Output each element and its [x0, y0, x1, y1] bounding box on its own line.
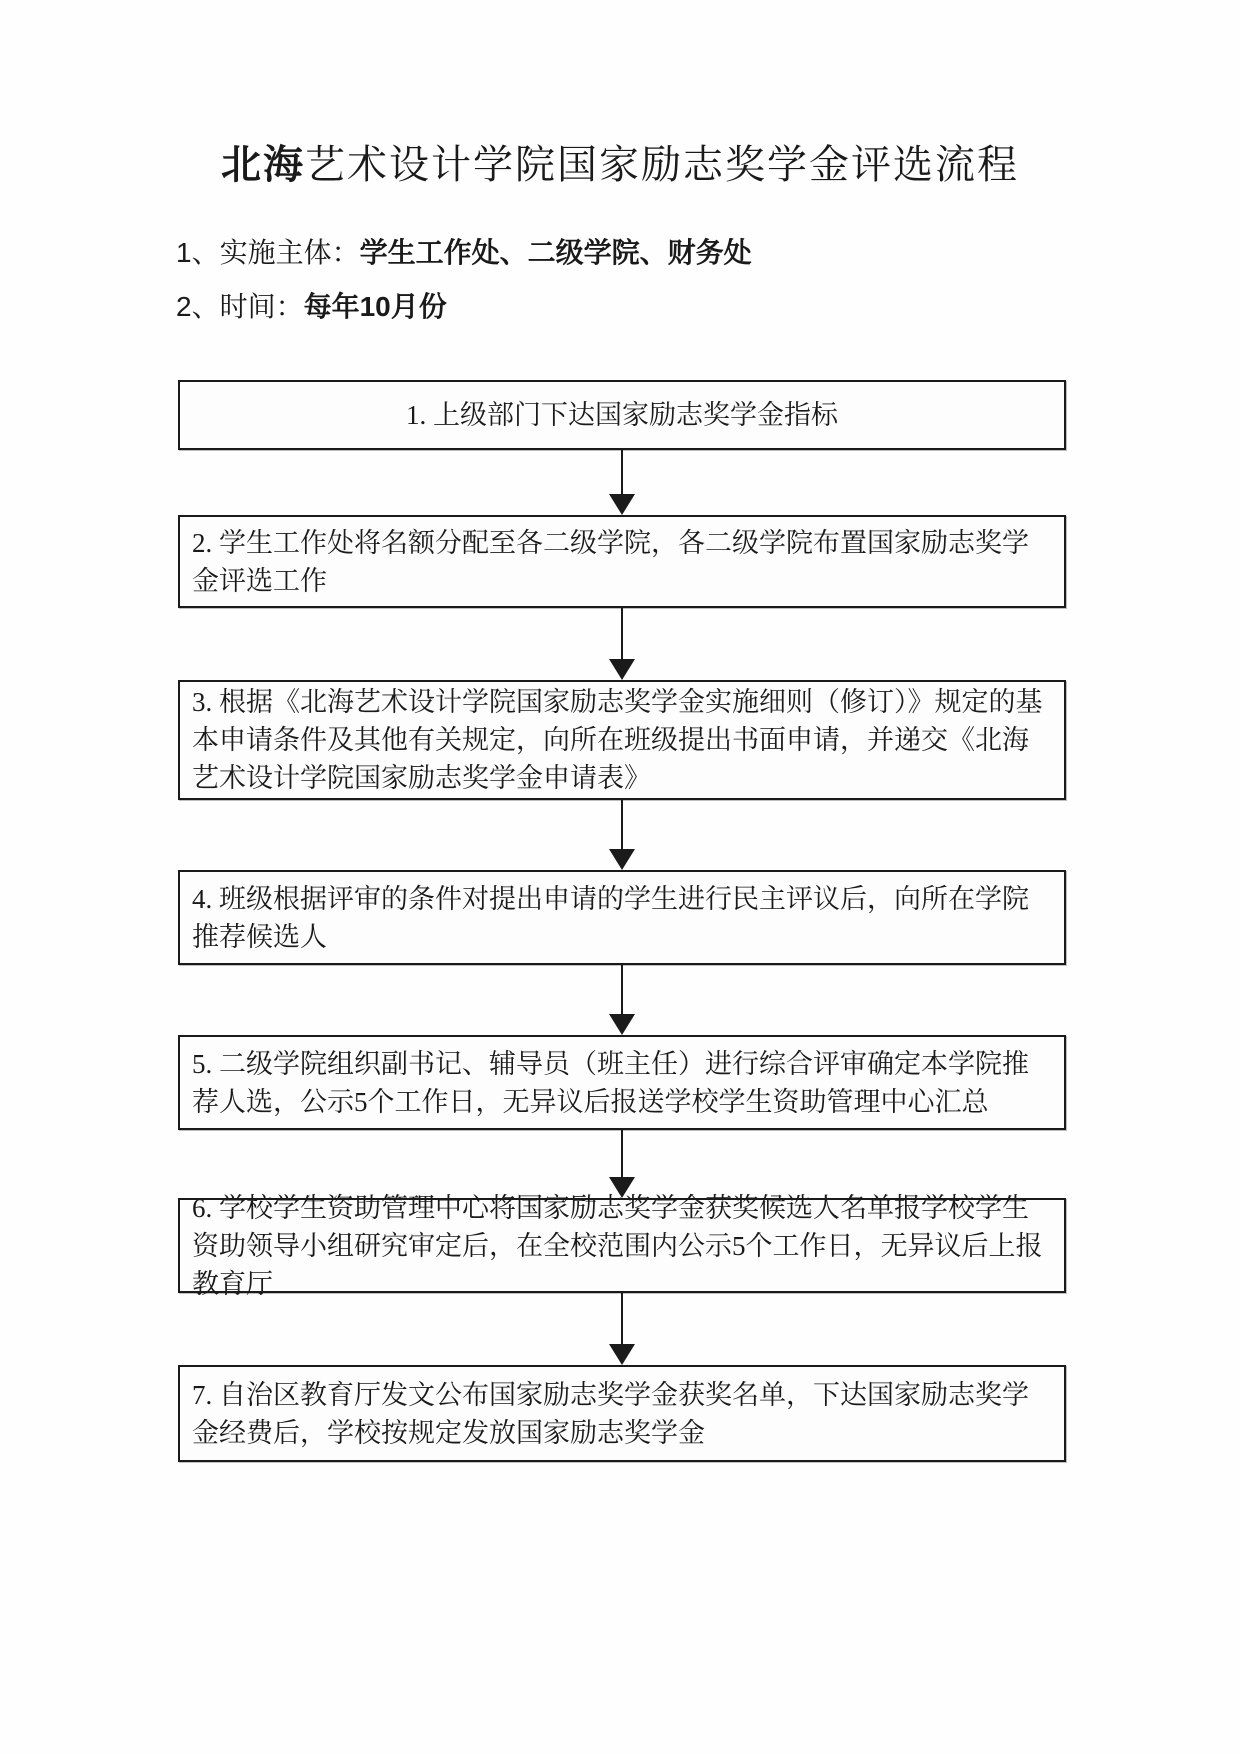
flow-step-5: [178, 1035, 1066, 1130]
intro-item-time-label: 2、时间：: [176, 291, 304, 322]
page-title-bold-part: 北海: [221, 142, 305, 187]
flow-arrow-5: [178, 1130, 1066, 1198]
flow-step-6-text: 6. 学校学生资助管理中心将国家励志奖学金获奖候选人名单报学校学生资助领导小组研究审定后，在全校范围内公示5个工作日，无异议后上报教育厅: [192, 1192, 1043, 1299]
arrow-down-icon: [609, 659, 635, 680]
arrow-down-icon: [609, 1014, 635, 1035]
flow-step-1-text: 1. 上级部门下达国家励志奖学金指标: [406, 400, 838, 430]
flow-step-6: [178, 1192, 1066, 1299]
intro-list: [176, 226, 752, 334]
arrow-line: [621, 1293, 623, 1349]
page-title: [0, 133, 1240, 190]
flow-step-3: [178, 680, 1066, 800]
arrow-down-icon: [609, 1177, 635, 1198]
intro-item-subject-value: 学生工作处、二级学院、财务处: [359, 237, 752, 268]
flowchart: [178, 380, 1066, 1462]
flow-step-7: [178, 1365, 1066, 1462]
flow-step-4-text: 4. 班级根据评审的条件对提出申请的学生进行民主评议后，向所在学院推荐候选人: [192, 883, 1029, 952]
flow-arrow-4: [178, 965, 1066, 1035]
flow-arrow-6: [178, 1293, 1066, 1365]
arrow-line: [621, 1130, 623, 1182]
arrow-line: [621, 608, 623, 664]
flow-step-5-text: 5. 二级学院组织副书记、辅导员（班主任）进行综合评审确定本学院推荐人选，公示5个工作日，无异议后报送学校学生资助管理中心汇总: [192, 1048, 1029, 1117]
arrow-down-icon: [609, 494, 635, 515]
page-title-rest-part: 艺术设计学院国家励志奖学金评选流程: [305, 142, 1019, 187]
flow-arrow-2: [178, 608, 1066, 680]
flow-step-1: [178, 380, 1066, 450]
flow-step-3-text: 3. 根据《北海艺术设计学院国家励志奖学金实施细则（修订）》规定的基本申请条件及其他有关规定，向所在班级提出书面申请，并递交《北海艺术设计学院国家励志奖学金申请表》: [192, 687, 1043, 793]
flow-step-2-text: 2. 学生工作处将名额分配至各二级学院，各二级学院布置国家励志奖学金评选工作: [192, 527, 1029, 596]
arrow-line: [621, 450, 623, 499]
flow-step-7-text: 7. 自治区教育厅发文公布国家励志奖学金获奖名单，下达国家励志奖学金经费后，学校按规定发放国家励志奖学金: [192, 1379, 1029, 1448]
flow-step-4: [178, 870, 1066, 965]
flow-step-2: [178, 515, 1066, 608]
intro-item-subject: [176, 226, 752, 280]
intro-item-time-value: 每年10月份: [303, 291, 447, 322]
flow-arrow-3: [178, 800, 1066, 870]
arrow-line: [621, 965, 623, 1019]
intro-item-subject-label: 1、实施主体：: [176, 237, 360, 268]
intro-item-time: [176, 280, 752, 334]
arrow-down-icon: [609, 1344, 635, 1365]
flow-arrow-1: [178, 450, 1066, 515]
arrow-down-icon: [609, 849, 635, 870]
arrow-line: [621, 800, 623, 854]
